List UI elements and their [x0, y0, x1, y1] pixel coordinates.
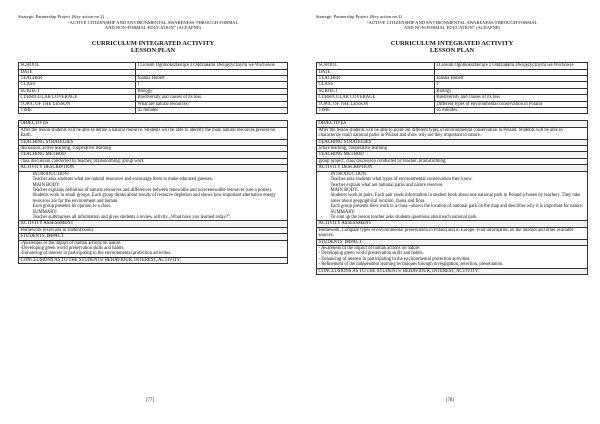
info-value: 1	[434, 82, 587, 88]
page-number: [77]	[146, 398, 154, 403]
method-text: class discussion conducted by teacher, brainstorming, group work	[19, 158, 288, 164]
conclusions-heading: CONCLUSIONS AS TO THE STUDENTS' BEHAVIOUR, INTEREST, ACTIVITY:	[19, 257, 288, 263]
project-title-line-1: “ACTIVE CITIZENSHIP AND ENVIRONMENTAL AWARENESS THROUGH FORMAL	[67, 19, 239, 25]
info-key: TOPIC OF THE LESSON	[317, 101, 435, 107]
objectives-text: After the lesson students will be able to point out different types of environmental conservation in Poland. Students will be able to characterize main national parks in Poland and show why are they important to nature.	[317, 127, 588, 139]
impact-line: -Developing green world preservation skills and habits.	[20, 245, 125, 251]
method-heading: TEACHING METHOD	[317, 152, 588, 158]
activity-line: Teacher asks students what are natural resources and encourage them to make educated guesses.	[32, 177, 213, 183]
objectives-heading: OBJECTIVES	[19, 121, 288, 127]
activity-line: Students work in pairs. Each pair reads information in student book about one national park in Poland (chosen by teacher). They take notes about geographical location, fauna and flora.	[330, 193, 581, 204]
project-title-line-2: AND NON-FORMAL EDUCATION” (ACEAFNE)	[104, 25, 202, 31]
project-label: Strategic Partnership Project (Key action no 2)	[18, 14, 104, 19]
info-value: Biodiversity and causes of its loss	[434, 95, 587, 101]
table-row	[19, 108, 288, 114]
activity-line: Teacher explain what are national parks and nature reserves.	[330, 182, 444, 188]
info-value: I Liceum Ogólnokształcące z Oddziałami Dwujęzycznymi we Wschowie	[135, 63, 287, 69]
assessment-heading: ACTIVITY ASSESSMENT	[317, 221, 588, 227]
info-key: SUBJECT	[19, 88, 136, 94]
activity-line: SUMMARY:	[32, 209, 58, 215]
title-line-1: CURRICULUM INTEGRATED ACTIVITY	[91, 39, 215, 47]
info-key: DATE	[19, 69, 136, 75]
project-header	[316, 14, 588, 31]
impact-line: -Awareness of the impact of human actions on nature.	[20, 240, 122, 246]
project-label: Strategic Partnership Project (Key action no 2)	[316, 14, 402, 19]
impact-text	[19, 240, 288, 257]
project-header	[18, 14, 288, 31]
info-value: Joanna Hubert	[434, 76, 587, 82]
info-key: CLASS	[19, 82, 136, 88]
info-key: CLASS	[317, 82, 435, 88]
activity-text	[317, 171, 588, 221]
activity-line: SUMMARY:	[330, 209, 356, 215]
info-value: What are natural resources?	[135, 101, 287, 107]
activity-heading: ACTIVITY DESCRIPTION	[19, 165, 288, 171]
lesson-details-table	[18, 120, 288, 264]
info-key: SCHOOL	[317, 63, 435, 69]
info-value: 45 minutes	[434, 108, 587, 114]
strategies-heading: TEACHING STRATEGIES	[317, 139, 588, 145]
activity-line: To sum up the lesson teacher asks students questions about each national park.	[330, 214, 478, 220]
impact-line: -Enhancing of interest in participating in the environmental protection activities.	[20, 251, 172, 257]
title-line-2: LESSON PLAN	[429, 46, 475, 54]
activity-line: Each group presents its opinion to a class.	[32, 204, 112, 210]
info-key: TOPIC OF THE LESSON	[19, 101, 136, 107]
title-line-1: CURRICULUM INTEGRATED ACTIVITY	[390, 39, 514, 47]
method-text: group project, class discussion conducted by teacher, brainstorming,	[317, 158, 588, 164]
activity-line: Teacher asks students what types of environmental conservation they know.	[330, 177, 473, 183]
activity-line: Each group presents their work to a class - shows the location of national park on the map and describes why it is important for nature.	[330, 204, 584, 210]
info-value: Biology	[135, 88, 287, 94]
strategies-heading: TEACHING STRATEGIES	[19, 139, 288, 145]
activity-line: MAIN BODY:	[32, 182, 61, 188]
info-value: I Liceum Ogólnokształcące z Oddziałami Dwujęzycznymi we Wschowie	[434, 63, 587, 69]
page-number: [78]	[446, 398, 454, 403]
info-key: TEACHER	[19, 76, 136, 82]
info-value: Biology	[434, 88, 587, 94]
lesson-plan-title	[316, 40, 588, 54]
project-title-line-2: AND NON-FORMAL EDUCATION” (ACEAFNE)	[403, 25, 501, 31]
info-value: Different types of environmental conservation in Poland	[434, 101, 587, 107]
info-key: CURRICULAR COVERAGE	[19, 95, 136, 101]
table-row	[317, 108, 588, 114]
activity-line: INTRODUCTION	[330, 171, 366, 177]
info-key: TIME	[19, 108, 136, 114]
document-page-right	[300, 0, 600, 424]
info-key: TIME	[317, 108, 435, 114]
impact-heading: STUDENTS' IMPACT	[317, 239, 588, 245]
activity-line: Teacher explains definition of natural resources and differences between renewable and non-renewable resources (use a poster).	[32, 187, 273, 193]
info-key: SUBJECT	[317, 88, 435, 94]
activity-text	[19, 171, 288, 221]
activity-line: Teacher summarises all information and gives students a review activity „What have you learned today?”.	[32, 214, 232, 220]
activity-line: INTRODUCTION:	[32, 171, 70, 177]
info-key: DATE	[317, 69, 435, 75]
info-value: Biodiversity and causes of its loss	[135, 95, 287, 101]
objectives-text: After the lesson students will be able to define a natural resource. Students will be able to identify the main natural resources present on Earth.	[19, 127, 288, 139]
assessment-text: Homework (exercises in student book).	[19, 227, 288, 233]
activity-line: MAIN BODY:	[330, 187, 359, 193]
conclusions-heading: CONCLUSIONS AS TO THE STUDENTS' BEHAVIOUR, INTEREST, ACTIVITY:	[317, 268, 588, 274]
info-value: 1	[135, 82, 287, 88]
lesson-info-table	[18, 62, 288, 114]
method-heading: TEACHING METHOD	[19, 152, 288, 158]
impact-line: - Refinement of the independent learning techniques through investigation, selection, presentation.	[318, 262, 504, 268]
lesson-info-table	[316, 62, 588, 114]
info-key: SCHOOL	[19, 63, 136, 69]
info-key: TEACHER	[317, 76, 435, 82]
info-value: 45 minutes	[135, 108, 287, 114]
lesson-details-table	[316, 120, 588, 275]
title-line-2: LESSON PLAN	[130, 46, 176, 54]
project-title-line-1: “ACTIVE CITIZENSHIP AND ENVIRONMENTAL AWARENESS THROUGH FORMAL	[366, 19, 538, 25]
activity-heading: ACTIVITY DESCRIPTION	[317, 165, 588, 171]
assessment-heading: ACTIVITY ASSESSMENT	[19, 221, 288, 227]
assessment-text: Homework. Compare types of environmental preservation in Poland and in Europe. Find information on the internet and other available sources.	[317, 227, 588, 239]
impact-line: - Enhancing of interest in participating in the environmental protection activities.	[318, 256, 471, 262]
impact-heading: STUDENTS' IMPACT	[19, 234, 288, 240]
impact-text	[317, 245, 588, 268]
info-key: CURRICULAR COVERAGE	[317, 95, 435, 101]
activity-line: Students work in small groups. Each group thinks about results of resource depletion and shows how important alternative energy resources are for the environment and human.	[32, 193, 276, 204]
lesson-plan-title	[18, 40, 288, 54]
info-value: Joanna Hubert	[135, 76, 287, 82]
strategies-text: discussion, active learning, cooperative learning	[19, 146, 288, 152]
strategies-text: active learning, cooperative learning	[317, 146, 588, 152]
objectives-heading: OBJECTIVES	[317, 121, 588, 127]
impact-line: - Awareness of the impact of human actions on nature.	[318, 245, 421, 251]
impact-line: - Developing green world preservation skills and habits.	[318, 251, 424, 257]
